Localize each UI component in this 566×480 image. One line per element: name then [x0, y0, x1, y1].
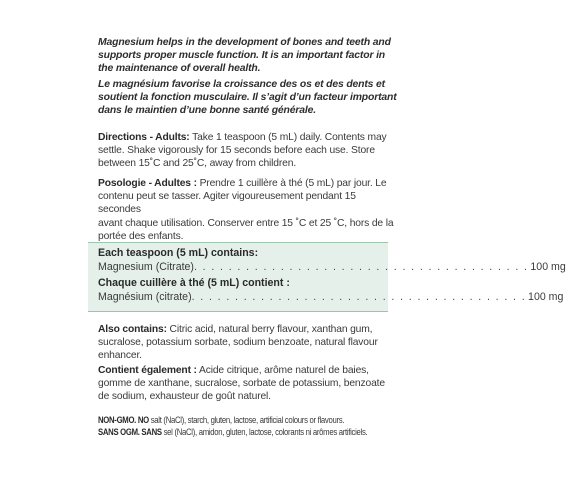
intro-en-line: Magnesium helps in the development of bones and teeth and	[98, 37, 391, 48]
intro-fr-line: soutient la fonction musculaire. Il s’agit d’un facteur important	[98, 92, 397, 104]
intro-fr-line: dans le maintien d’une bonne santé générale.	[98, 105, 317, 117]
posologie-line: contenu peut se tasser. Agiter vigoureusement pendant 15 secondes	[98, 191, 356, 216]
free-from-fr-label: SANS OGM. SANS	[98, 427, 162, 437]
ingredient-amount: 100 mg	[528, 291, 564, 303]
ingredient-row-en	[98, 261, 566, 274]
also-contains-line: Citric acid, natural berry flavour, xanthan gum,	[166, 324, 373, 335]
ingredient-name: Magnésium (citrate)	[98, 291, 192, 303]
free-from-en-text: salt (NaCl), starch, gluten, lactose, artificial colours or flavours.	[148, 415, 345, 425]
directions-line: Take 1 teaspoon (5 mL) daily. Contents may	[189, 132, 387, 143]
posologie-label: Posologie - Adultes :	[98, 178, 197, 189]
directions-line: settle. Shake vigorously for 15 seconds before each use. Store	[98, 145, 375, 157]
free-from-en	[98, 414, 356, 426]
intro-fr-line: Le magnésium favorise la croissance des os et des dents et	[98, 79, 385, 90]
intro-english	[98, 36, 398, 76]
contient-line: gomme de xanthane, sucralose, sorbate de potassium, benzoate	[98, 378, 385, 390]
contient-section	[98, 364, 398, 404]
free-from-fr-text: sel (NaCl), amidon, gluten, lactose, colorants ni arômes artificiels.	[161, 427, 368, 437]
also-contains-label: Also contains:	[98, 324, 167, 335]
ingredients-box	[88, 242, 566, 312]
intro-en-line: supports proper muscle function. It is an important factor in	[98, 50, 386, 62]
posologie-line: Prendre 1 cuillère à thé (5 mL) par jour. Le	[196, 178, 387, 189]
directions-label: Directions - Adults:	[98, 132, 190, 143]
intro-french	[98, 78, 398, 118]
posologie-line: portée des enfants.	[98, 230, 184, 242]
ingredient-amount: 100 mg	[530, 261, 566, 273]
dot-leader: . . . . . . . . . . . . . . . . . . . . . . . . . . . . . . . . . . . . . . .	[191, 291, 527, 303]
contient-line: de sodium, exhausteur de goût naturel.	[98, 391, 271, 403]
directions-line: between 15˚C and 25˚C, away from children.	[98, 158, 297, 170]
free-from-fr	[98, 426, 368, 438]
directions-section	[98, 131, 398, 171]
posologie-line: avant chaque utilisation. Conserver entre 15 ˚C et 25 ˚C, hors de la	[98, 217, 394, 229]
contient-line: Acide citrique, arôme naturel de baies,	[196, 365, 369, 376]
intro-en-line: the maintenance of overall health.	[98, 63, 261, 75]
nutrition-heading-en: Each teaspoon (5 mL) contains:	[98, 247, 259, 259]
free-from-en-label: NON-GMO. NO	[98, 415, 149, 425]
ingredient-row-fr	[98, 291, 564, 304]
nutrition-heading-fr: Chaque cuillère à thé (5 mL) contient :	[98, 277, 290, 289]
also-contains-line: sucralose, potassium sorbate, sodium benzoate, natural flavour	[98, 337, 378, 349]
ingredient-name: Magnesium (Citrate)	[98, 261, 194, 273]
also-contains-section	[98, 323, 398, 363]
also-contains-line: enhancer.	[98, 350, 142, 362]
contient-label: Contient également :	[98, 365, 197, 376]
dot-leader: . . . . . . . . . . . . . . . . . . . . . . . . . . . . . . . . . . . . . . .	[193, 261, 529, 273]
posologie-section	[98, 177, 398, 243]
